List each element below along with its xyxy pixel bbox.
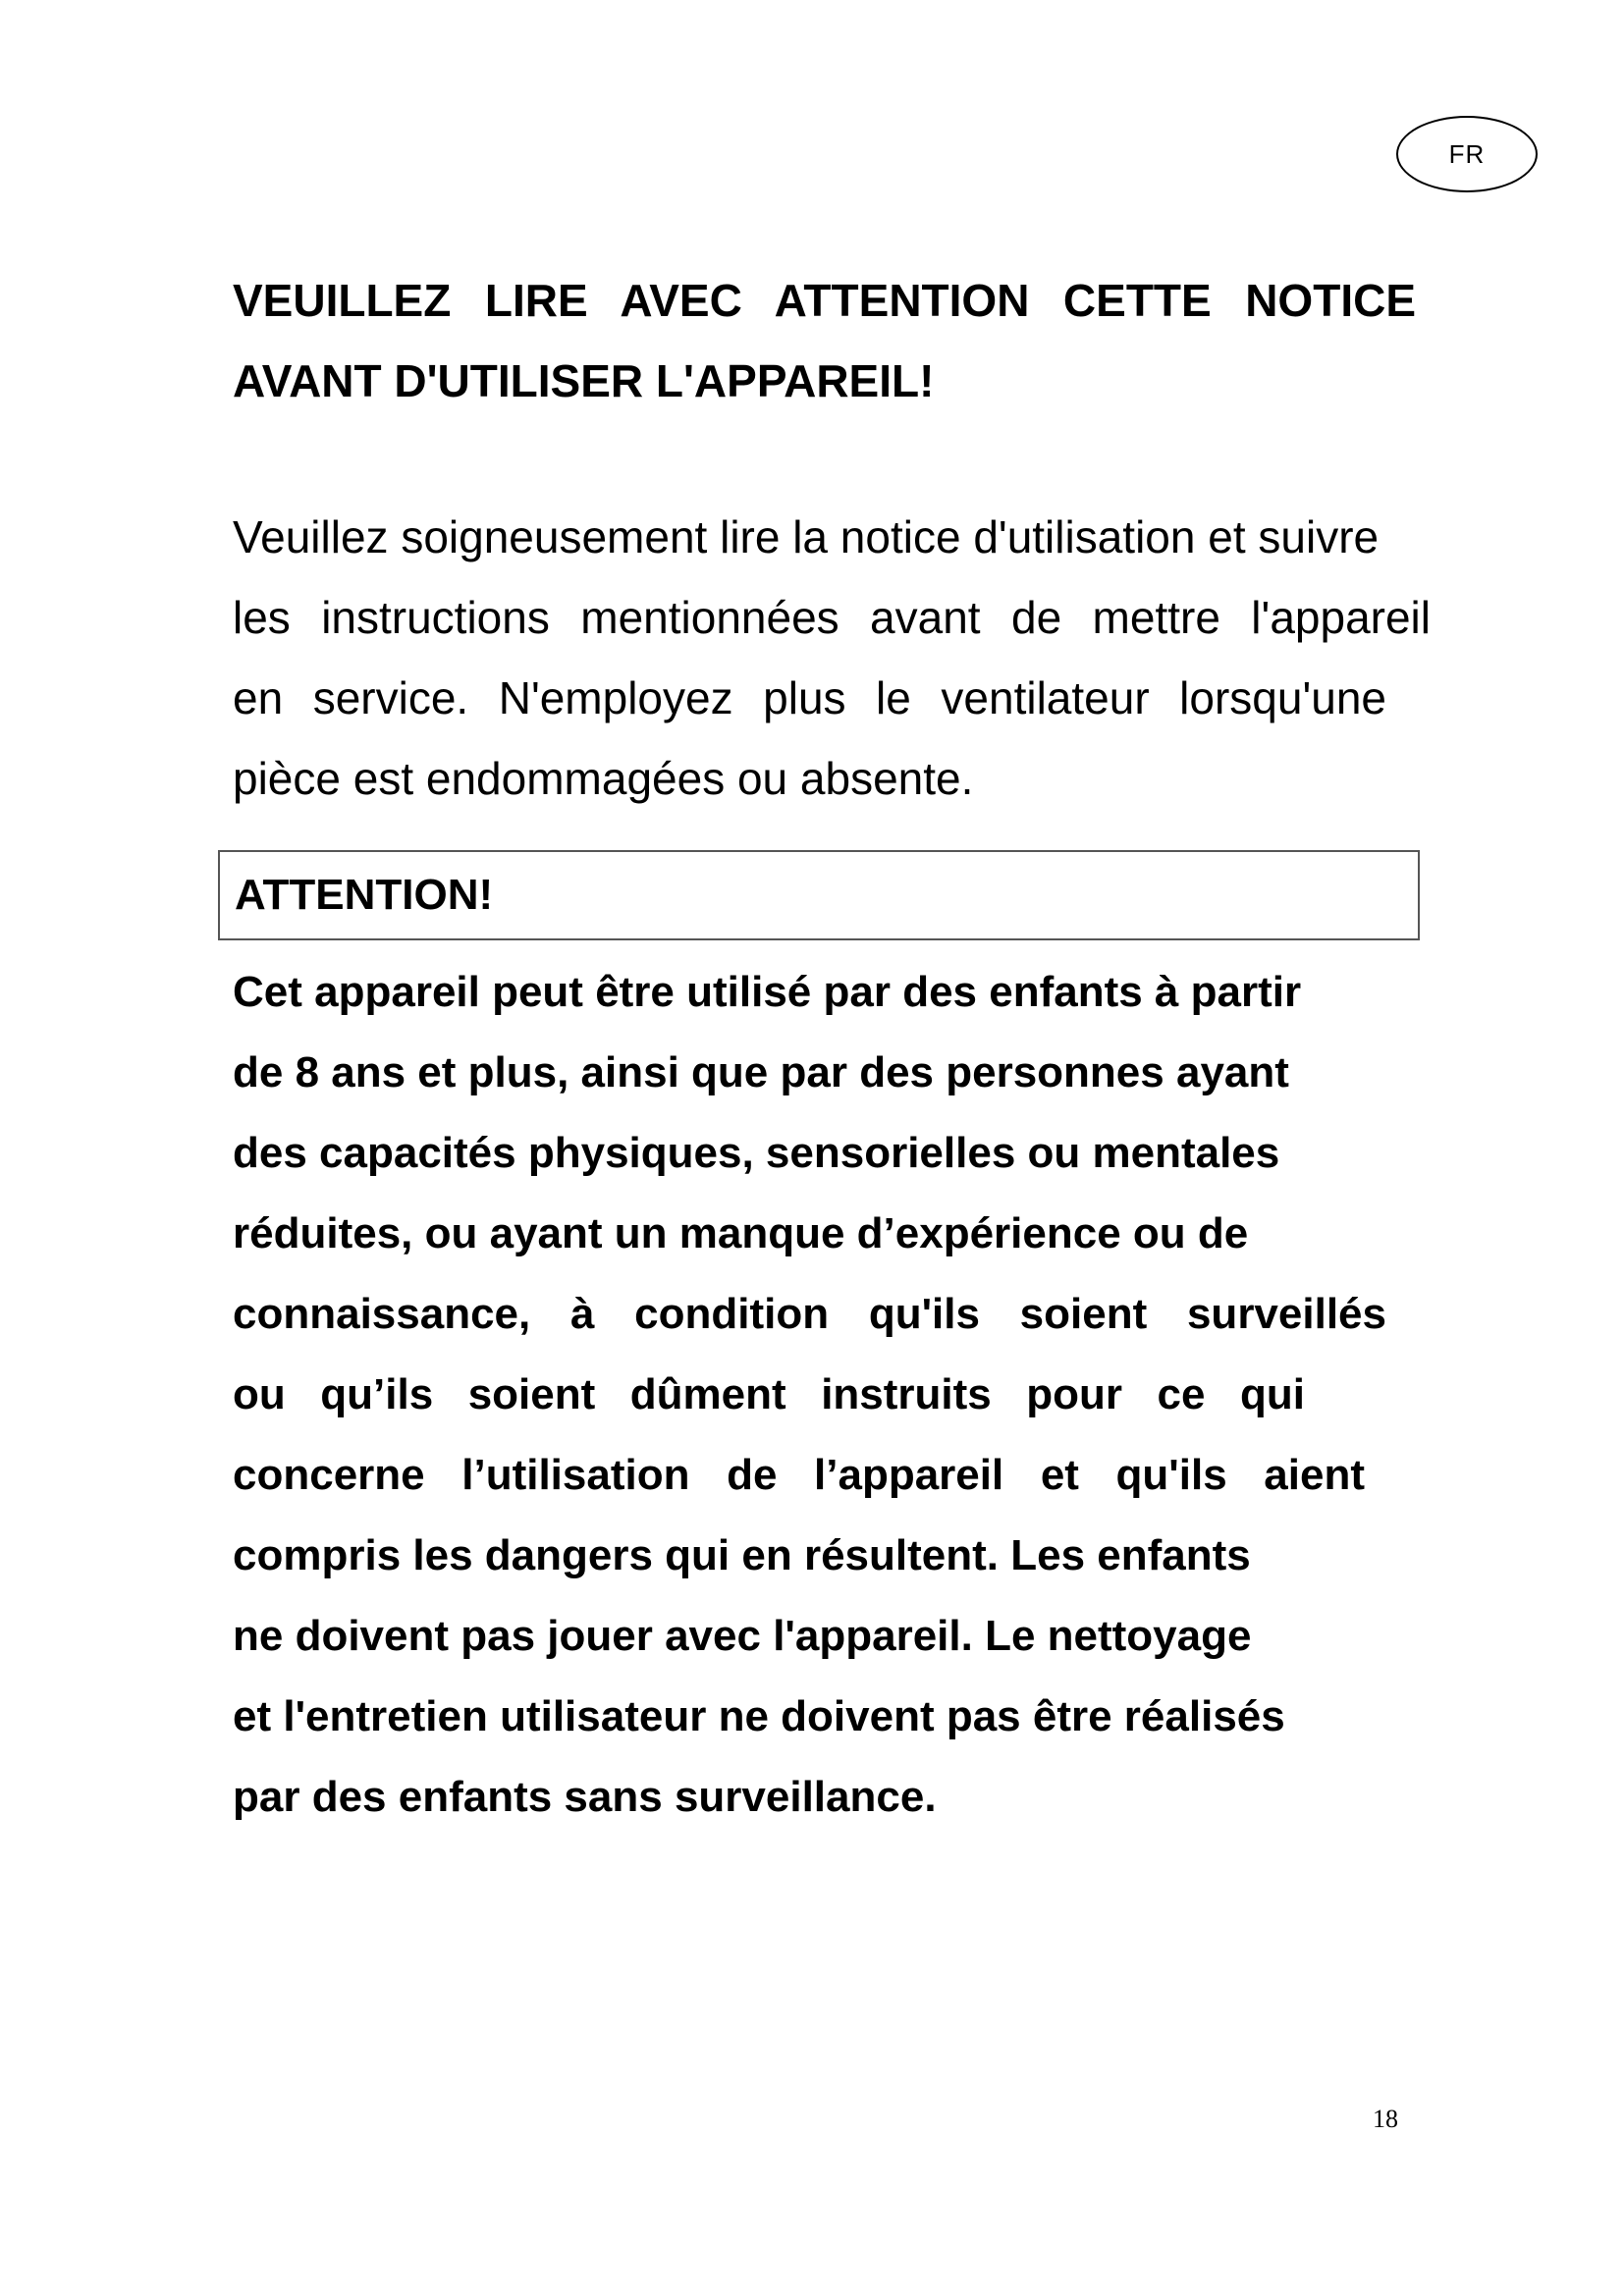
title-line: VEUILLEZ LIRE AVEC ATTENTION CETTE NOTICE [233, 275, 1416, 326]
title-line: AVANT D'UTILISER L'APPAREIL! [233, 355, 935, 406]
warning-line: ne doivent pas jouer avec l'appareil. Le nettoyage [233, 1612, 1252, 1660]
attention-heading-box [218, 850, 1420, 940]
page-number: 18 [1373, 2105, 1398, 2133]
warning-line: connaissance, à condition qu'ils soient surveillés [233, 1290, 1386, 1338]
intro-line: en service. N'employez plus le ventilateur lorsqu'une [233, 672, 1386, 723]
warning-paragraph [233, 952, 1391, 1838]
warning-line: des capacités physiques, sensorielles ou mentales [233, 1129, 1280, 1177]
intro-line: les instructions mentionnées avant de mettre l'appareil [233, 592, 1431, 643]
language-badge [1396, 116, 1538, 192]
warning-line: concerne l’utilisation de l’appareil et qu'ils aient [233, 1451, 1365, 1499]
warning-line: de 8 ans et plus, ainsi que par des personnes ayant [233, 1048, 1289, 1096]
warning-line: compris les dangers qui en résultent. Les enfants [233, 1531, 1251, 1579]
intro-line: Veuillez soigneusement lire la notice d'utilisation et suivre [233, 511, 1380, 562]
intro-line: pièce est endommagées ou absente. [233, 753, 974, 804]
warning-line: par des enfants sans surveillance. [233, 1773, 937, 1821]
warning-line: et l'entretien utilisateur ne doivent pas être réalisés [233, 1692, 1285, 1740]
attention-heading: ATTENTION! [235, 871, 494, 919]
warning-line: ou qu’ils soient dûment instruits pour ce qui [233, 1370, 1305, 1418]
intro-paragraph [233, 497, 1431, 819]
warning-line: Cet appareil peut être utilisé par des enfants à partir [233, 968, 1302, 1016]
language-code: FR [1448, 138, 1486, 169]
page-title [233, 260, 1416, 421]
warning-line: réduites, ou ayant un manque d’expérience ou de [233, 1209, 1249, 1257]
